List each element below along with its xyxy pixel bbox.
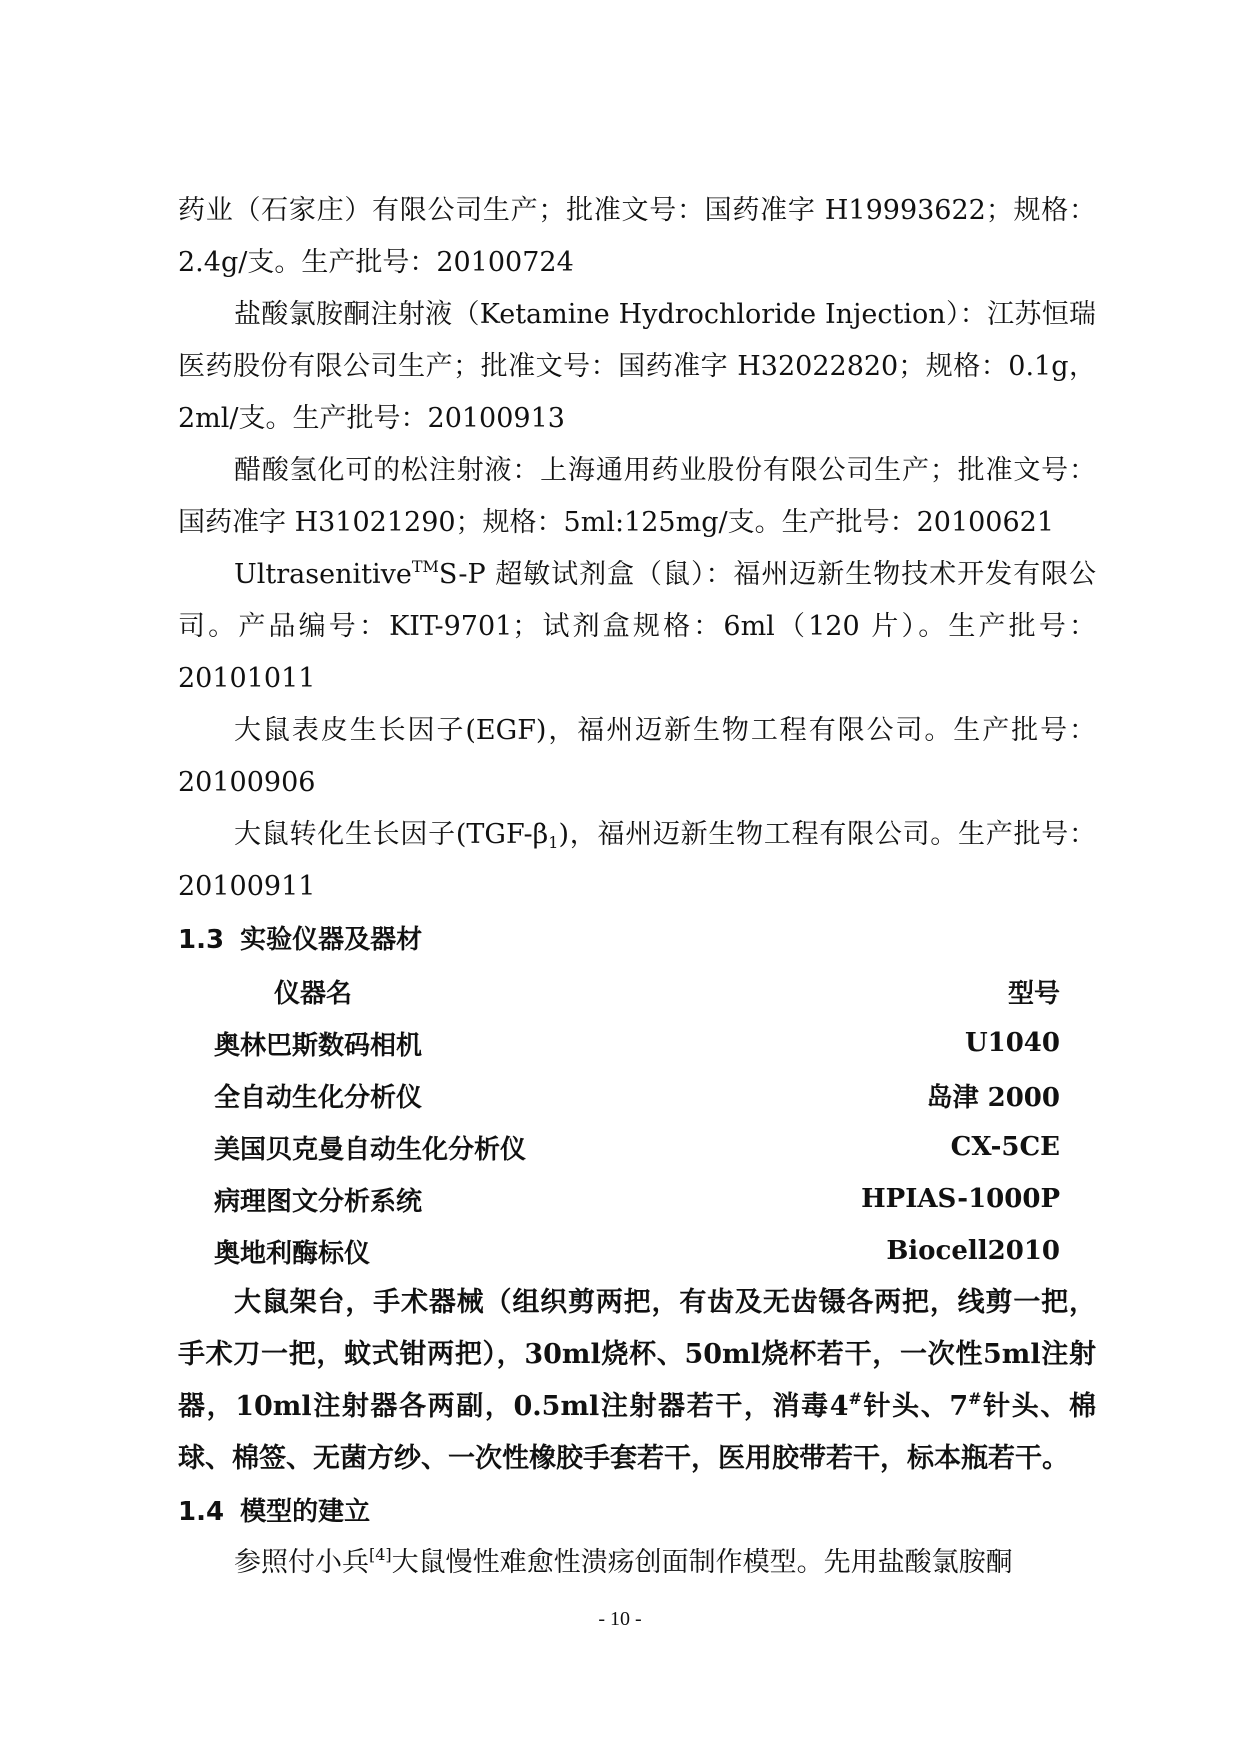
instrument-name: 奥地利酶标仪	[214, 1238, 371, 1269]
paragraph-sp-kit	[178, 549, 1096, 705]
section-title: 实验仪器及器材	[240, 925, 423, 955]
paragraph-manufacturer: 药业（石家庄）有限公司生产；批准文号：国药准字 H19993622；规格：2.4g/支。生产批号：20100724	[178, 195, 1096, 278]
sp-kit-details: S-P 超敏试剂盒（鼠）：福州迈新生物技术开发有限公司。产品编号：KIT-9701；试剂盒规格：6ml（120 片）。生产批号：20101011	[178, 559, 1096, 694]
equipment-text-2: 针头、7	[861, 1391, 969, 1422]
instrument-table	[194, 965, 1074, 1277]
table-row	[194, 1121, 1074, 1173]
model-text-1: 参照付小兵	[234, 1547, 369, 1578]
table-row	[194, 1225, 1074, 1277]
section-title: 模型的建立	[240, 1497, 371, 1527]
needle-size-superscript: #	[968, 1389, 982, 1408]
instrument-name: 全自动生化分析仪	[214, 1082, 423, 1113]
sp-kit-name: Ultrasenitive	[234, 559, 412, 590]
paragraph-model-building	[178, 1537, 1096, 1589]
model-text-2: 大鼠慢性难愈性溃疡创面制作模型。先用盐酸氯胺酮	[391, 1547, 1013, 1578]
needle-size-superscript: #	[848, 1389, 862, 1408]
equipment-text-1: 大鼠架台，手术器械（组织剪两把，有齿及无齿镊各两把，线剪一把，手术刀一把，蚊式钳两把），30ml烧杯、50ml烧杯若干，一次性5ml注射器，10ml注射器各两副，0.5ml注射器若干，消毒4	[178, 1287, 1096, 1422]
instrument-name: 奥林巴斯数码相机	[214, 1030, 423, 1061]
tgf-details: )，福州迈新生物工程有限公司。生产批号：20100911	[178, 819, 1096, 902]
citation-superscript: [4]	[369, 1545, 392, 1564]
instrument-model: U1040	[964, 1028, 1060, 1058]
instrument-model: CX-5CE	[950, 1132, 1060, 1162]
instrument-table-header	[194, 965, 1074, 1017]
page-content	[178, 185, 1096, 1589]
instrument-model: HPIAS-1000P	[861, 1184, 1060, 1214]
instrument-model: 岛津 2000	[926, 1082, 1060, 1113]
page-number: - 10 -	[598, 1608, 642, 1630]
paragraph-ketamine: 盐酸氯胺酮注射液（Ketamine Hydrochloride Injection）：江苏恒瑞医药股份有限公司生产；批准文号：国药准字 H32022820；规格：0.1g，2ml/支。生产批号：20100913	[178, 299, 1096, 434]
instrument-model: Biocell2010	[886, 1236, 1060, 1266]
section-number: 1.4	[178, 1497, 225, 1527]
paragraph-tgf	[178, 809, 1096, 913]
instrument-name: 美国贝克曼自动生化分析仪	[214, 1134, 527, 1165]
trademark-superscript: TM	[411, 557, 439, 576]
section-heading-1-3	[178, 915, 1096, 965]
paragraph-equipment	[178, 1277, 1096, 1485]
section-heading-1-4	[178, 1487, 1096, 1537]
tgf-name: 大鼠转化生长因子(TGF-β	[234, 819, 549, 850]
header-model: 型号	[1007, 978, 1060, 1009]
section-number: 1.3	[178, 925, 225, 955]
equipment-text-3: 针头、棉球、棉签、无菌方纱、一次性橡胶手套若干，医用胶带若干，标本瓶若干。	[178, 1391, 1096, 1474]
table-row	[194, 1173, 1074, 1225]
tgf-subscript: 1	[548, 833, 559, 852]
paragraph-egf: 大鼠表皮生长因子(EGF)，福州迈新生物工程有限公司。生产批号：20100906	[178, 715, 1096, 798]
instrument-name: 病理图文分析系统	[214, 1186, 423, 1217]
header-instrument-name: 仪器名	[274, 978, 353, 1009]
table-row	[194, 1017, 1074, 1069]
paragraph-hydrocortisone: 醋酸氢化可的松注射液：上海通用药业股份有限公司生产；批准文号：国药准字 H31021290；规格：5ml:125mg/支。生产批号：20100621	[178, 455, 1096, 538]
table-row	[194, 1069, 1074, 1121]
